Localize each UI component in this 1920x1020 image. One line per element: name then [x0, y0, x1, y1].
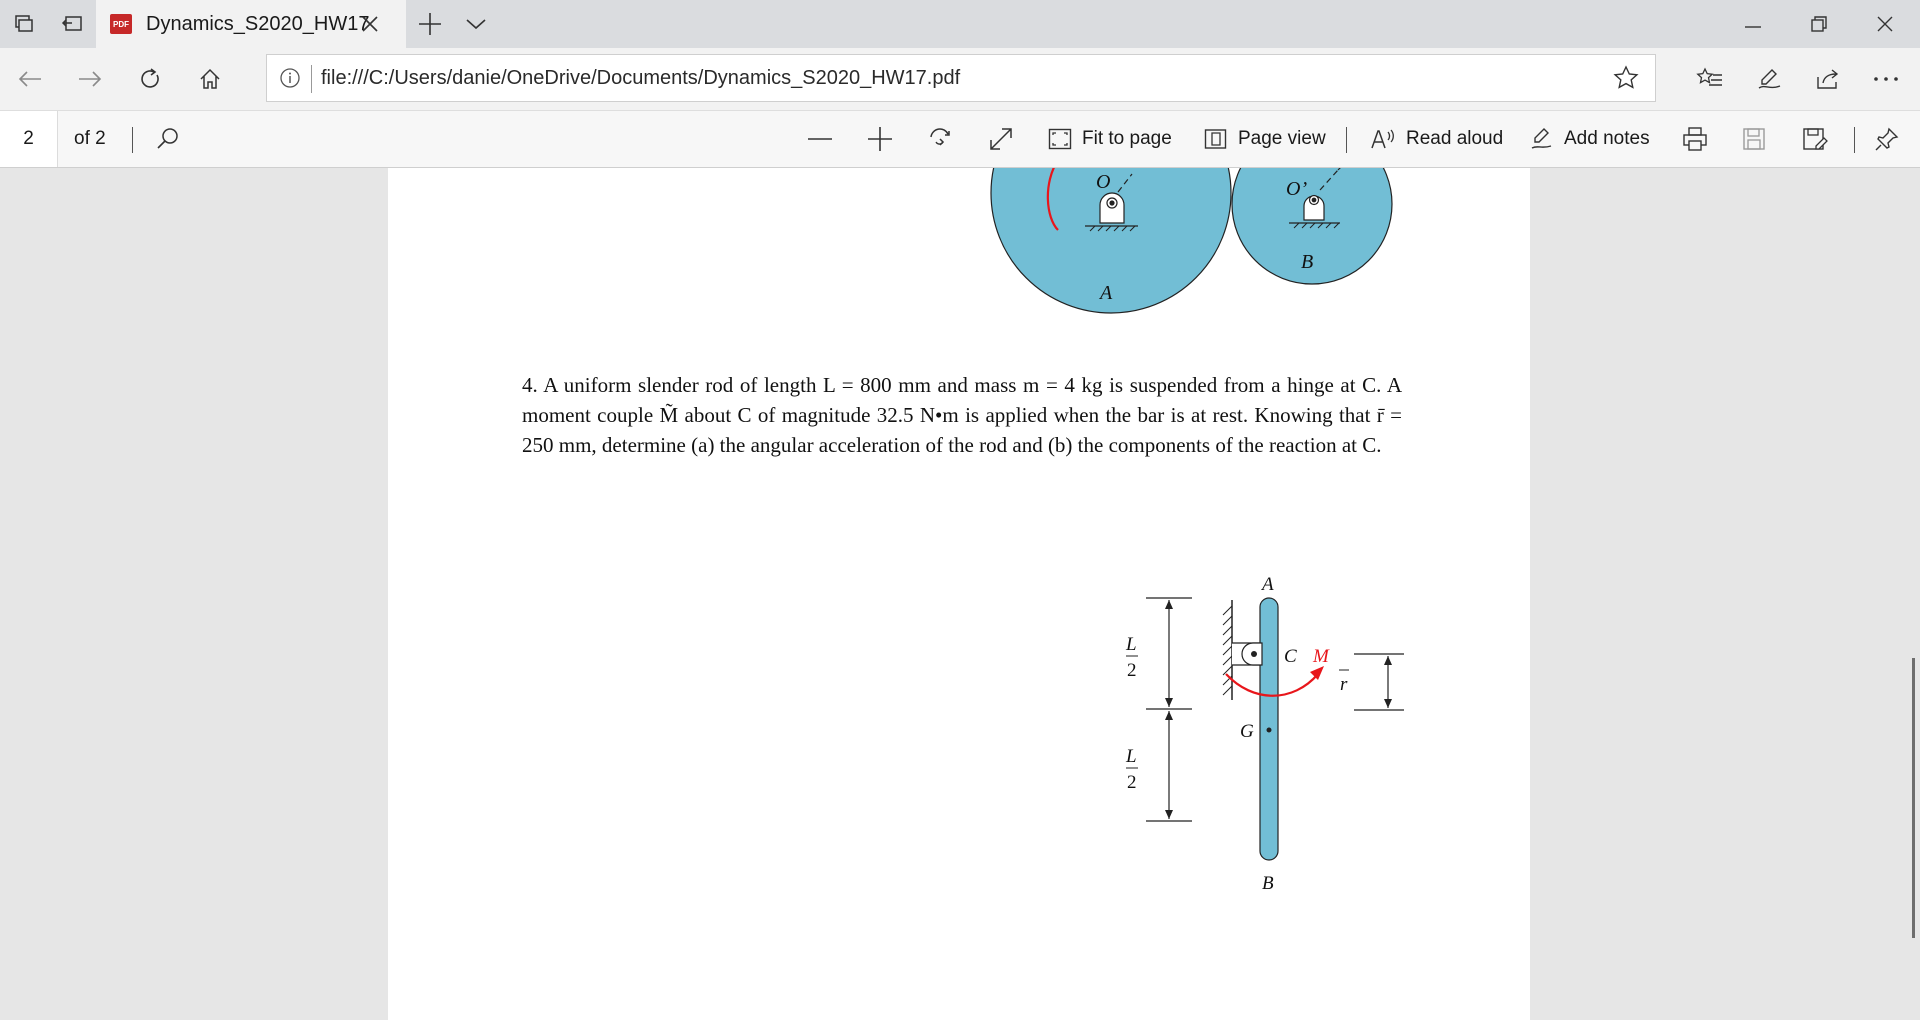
browser-tab[interactable]: [96, 0, 406, 48]
read-aloud-label: Read aloud: [1406, 128, 1504, 149]
refresh-icon[interactable]: [124, 48, 176, 110]
gear-label-b: B: [1301, 251, 1314, 273]
pdf-toolbar: [0, 110, 1920, 168]
close-tab-icon[interactable]: [358, 12, 382, 41]
tab-preview-icon[interactable]: [48, 0, 96, 48]
center-of-mass-g: [1267, 728, 1272, 733]
gear-label-o-prime: O’: [1286, 178, 1308, 200]
current-page-input[interactable]: 2: [0, 111, 58, 167]
set-tabs-aside-icon[interactable]: [0, 0, 48, 48]
add-notes-button[interactable]: [1530, 111, 1650, 167]
tab-list-chevron-icon[interactable]: [456, 0, 496, 48]
toolbar-divider: [1346, 127, 1347, 153]
address-divider: [311, 65, 312, 93]
rod-label-l-lower: L: [1126, 746, 1137, 767]
fit-to-page-label: Fit to page: [1082, 128, 1172, 149]
page-total: of 2: [74, 128, 106, 149]
pdf-file-icon: PDF: [110, 14, 132, 34]
close-window-icon[interactable]: [1852, 0, 1918, 48]
tab-title: Dynamics_S2020_HW17: [146, 12, 370, 35]
pdf-page: [388, 168, 1530, 1020]
address-text[interactable]: file:///C:/Users/danie/OneDrive/Documents/Dynamics_S2020_HW17.pdf: [321, 66, 961, 89]
more-menu-icon[interactable]: [1860, 48, 1912, 110]
rod-label-g: G: [1240, 721, 1254, 742]
rod-label-2-lower: 2: [1127, 772, 1137, 793]
print-icon[interactable]: [1682, 111, 1708, 167]
zoom-in-button[interactable]: [866, 111, 894, 167]
pdf-viewer[interactable]: [0, 168, 1920, 1020]
info-icon[interactable]: [279, 67, 301, 94]
rod-label-a: A: [1262, 574, 1274, 595]
gear-label-a: A: [1100, 282, 1113, 304]
rotate-icon[interactable]: [926, 111, 954, 167]
search-icon[interactable]: [156, 111, 180, 167]
home-icon[interactable]: [184, 48, 236, 110]
add-notes-label: Add notes: [1564, 128, 1650, 149]
vertical-scrollbar[interactable]: [1912, 658, 1915, 938]
rod-label-2-upper: 2: [1127, 660, 1137, 681]
page-view-label: Page view: [1238, 128, 1326, 149]
zoom-out-button[interactable]: [806, 111, 834, 167]
read-aloud-button[interactable]: [1370, 111, 1503, 167]
problem-4-text: 4. A uniform slender rod of length L = 800 mm and mass m = 4 kg is suspended from a hinge at C. A moment couple M̃ about C of magnitude 32.5 N•m is applied when the bar is at rest. Knowing that r̄ = 250 mm, determine (a) the angular acceleration of the rod and (b) the components of the reaction at C.: [522, 373, 1402, 457]
save-as-icon[interactable]: [1802, 111, 1828, 167]
rod-figure: [388, 488, 1530, 1008]
new-tab-icon[interactable]: [410, 0, 450, 48]
fit-to-page-button[interactable]: [1048, 111, 1172, 167]
gear-figure: [388, 168, 1530, 328]
pin-toolbar-icon[interactable]: [1874, 111, 1900, 167]
toolbar-divider: [132, 127, 133, 153]
back-arrow-icon[interactable]: [4, 48, 56, 110]
full-screen-icon[interactable]: [988, 111, 1014, 167]
rod-label-m: M: [1313, 646, 1329, 667]
rod-label-b: B: [1262, 873, 1274, 894]
rod-label-l-upper: L: [1126, 634, 1137, 655]
rod-label-r-bar: r: [1340, 674, 1348, 695]
save-icon[interactable]: [1742, 111, 1766, 167]
share-icon[interactable]: [1802, 48, 1854, 110]
rod-label-c: C: [1284, 646, 1297, 667]
title-bar: [0, 0, 1920, 48]
address-bar[interactable]: [266, 54, 1656, 102]
hinge-pin-c: [1251, 651, 1257, 657]
forward-arrow-icon[interactable]: [64, 48, 116, 110]
page-view-button[interactable]: [1204, 111, 1326, 167]
gear-label-o: O: [1096, 171, 1111, 193]
minimize-icon[interactable]: [1720, 0, 1786, 48]
favorite-star-icon[interactable]: [1613, 65, 1639, 96]
pen-notes-icon[interactable]: [1744, 48, 1796, 110]
navigation-bar: [0, 48, 1920, 110]
toolbar-divider: [1854, 127, 1855, 153]
favorites-list-icon[interactable]: [1684, 48, 1736, 110]
restore-icon[interactable]: [1786, 0, 1852, 48]
